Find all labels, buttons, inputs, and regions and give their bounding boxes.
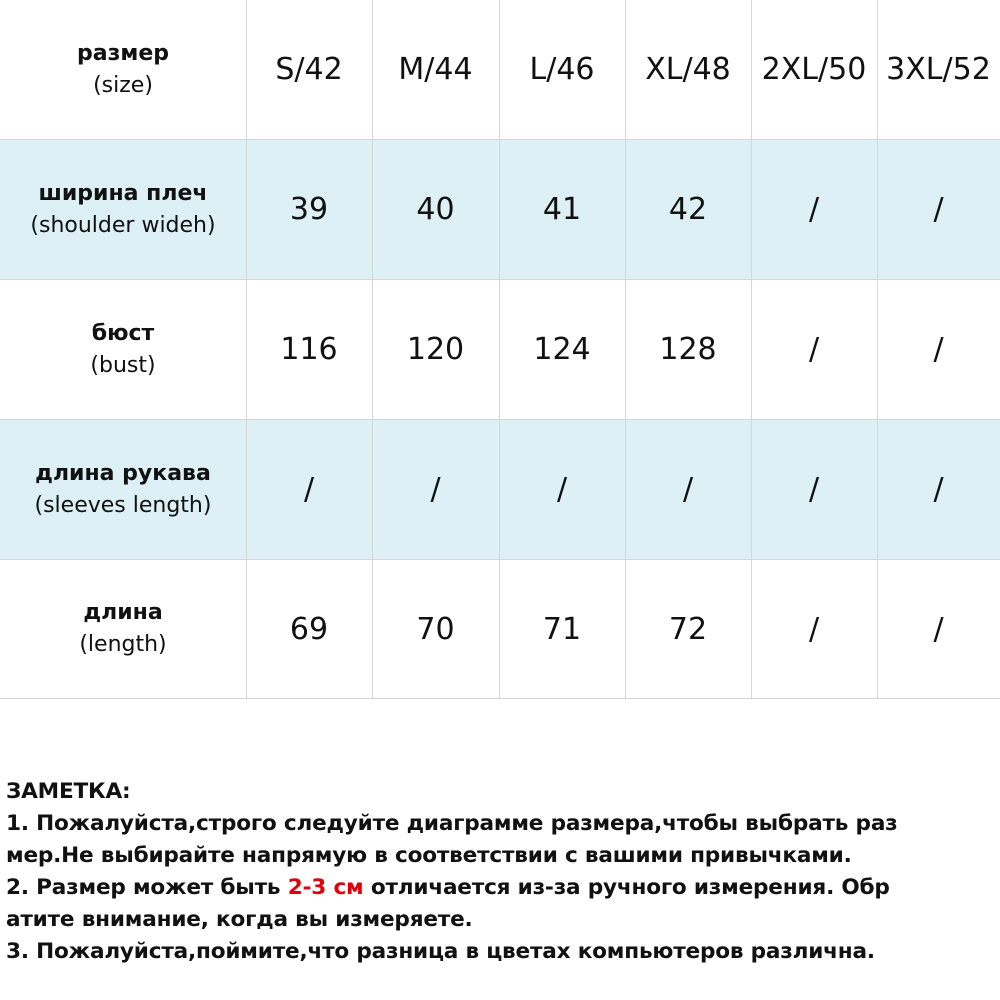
row-label-ru: длина xyxy=(83,600,163,625)
note-line: мер.Не выбирайте напрямую в соответствии с вашими привычками. xyxy=(6,843,852,868)
table-cell: / xyxy=(808,332,820,367)
table-row xyxy=(0,420,1000,560)
size-header-cell: 3XL/52 xyxy=(886,52,991,87)
note-line: атите внимание, когда вы измеряете. xyxy=(6,907,473,932)
table-cell: / xyxy=(933,472,944,507)
notes-section xyxy=(6,776,996,968)
table-cell: 69 xyxy=(289,611,329,647)
table-cell: / xyxy=(933,332,944,367)
size-header-cell: XL/48 xyxy=(645,52,731,87)
row-label-cell xyxy=(0,140,246,279)
table-row xyxy=(0,140,1000,280)
table-cell: / xyxy=(682,472,694,507)
table-cell: / xyxy=(430,472,441,507)
size-label-ru: размер xyxy=(76,40,170,66)
size-header-cell: M/44 xyxy=(398,52,473,87)
size-header-cell: 2XL/50 xyxy=(761,52,867,87)
table-cell: / xyxy=(808,192,820,227)
table-cell: / xyxy=(808,611,820,647)
size-label-en: (size) xyxy=(93,72,153,98)
grid-divider xyxy=(625,0,626,699)
table-cell: 41 xyxy=(542,192,582,227)
table-cell: 42 xyxy=(668,192,708,227)
row-label-en: (shoulder wideh) xyxy=(30,212,216,238)
table-cell: / xyxy=(556,472,568,507)
row-label-ru: ширина плеч xyxy=(38,180,208,206)
notes-title: ЗАМЕТКА: xyxy=(6,779,131,804)
grid-divider xyxy=(246,0,247,699)
note-text: 2. Размер может быть xyxy=(6,875,288,900)
row-label-cell xyxy=(0,560,246,698)
table-header-row xyxy=(0,0,1000,140)
grid-divider xyxy=(499,0,500,699)
row-label-cell xyxy=(0,420,246,559)
grid-divider xyxy=(751,0,752,699)
table-cell: / xyxy=(933,192,944,227)
note-highlight: 2-3 см xyxy=(287,875,364,900)
table-cell: 40 xyxy=(416,192,455,227)
size-header-cell: L/46 xyxy=(529,52,595,87)
table-cell: / xyxy=(808,472,820,507)
table-row xyxy=(0,560,1000,699)
table-cell: 72 xyxy=(668,611,708,647)
table-cell: 124 xyxy=(533,332,591,367)
note-line xyxy=(6,872,996,904)
row-label-cell xyxy=(0,280,246,419)
table-cell: 70 xyxy=(416,611,455,647)
table-cell: / xyxy=(303,472,315,507)
row-label-en: (length) xyxy=(79,632,167,657)
row-label-ru: длина рукава xyxy=(35,460,211,486)
grid-divider xyxy=(877,0,878,699)
note-line: 1. Пожалуйста,строго следуйте диаграмме размера,чтобы выбрать раз xyxy=(6,811,898,836)
table-cell: 71 xyxy=(542,611,582,647)
table-cell: 128 xyxy=(659,332,717,367)
table-cell: 120 xyxy=(406,332,465,367)
table-cell: / xyxy=(933,611,944,647)
note-line: 3. Пожалуйста,поймите,что разница в цветах компьютеров различна. xyxy=(6,939,875,964)
table-row xyxy=(0,280,1000,420)
row-label-en: (sleeves length) xyxy=(34,492,212,518)
size-header-cell: S/42 xyxy=(275,52,343,87)
grid-divider xyxy=(372,0,373,699)
row-label-en: (bust) xyxy=(90,352,156,378)
note-text: отличается из-за ручного измерения. Обр xyxy=(363,875,890,900)
table-cell: 116 xyxy=(280,332,338,367)
row-label-ru: бюст xyxy=(91,320,155,346)
table-cell: 39 xyxy=(289,192,329,227)
size-label-cell xyxy=(0,0,246,139)
